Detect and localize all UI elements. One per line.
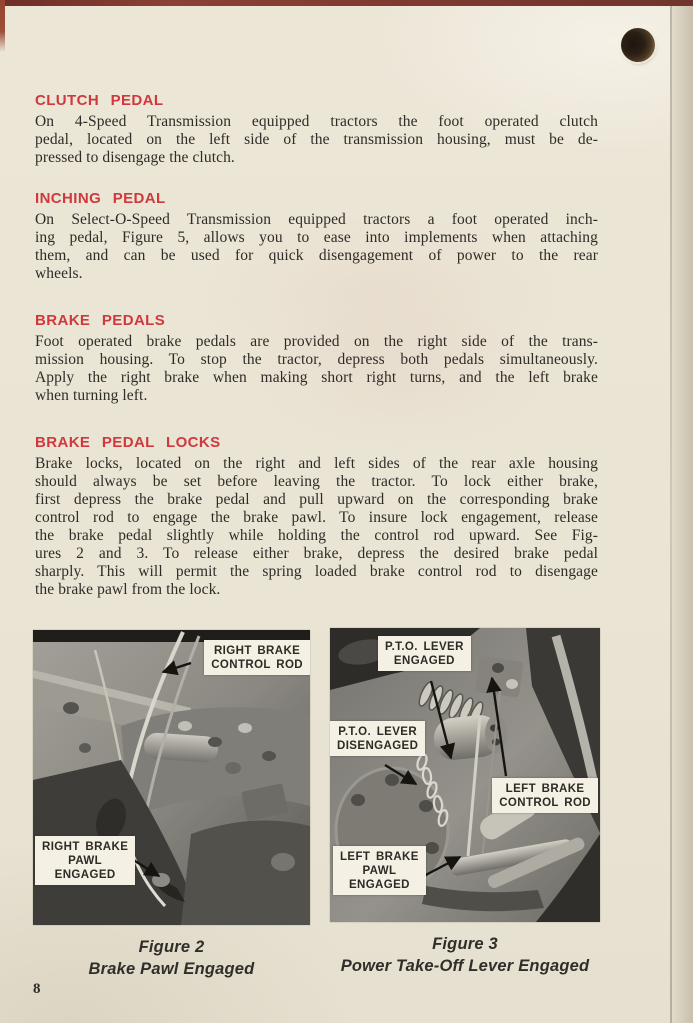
figure-3-photo <box>330 628 600 922</box>
text-line: the brake pedal slightly while holding the control rod upward. See Fig- <box>35 527 598 544</box>
section-clutch-pedal <box>35 92 598 167</box>
label-pto-lever-engaged <box>378 636 471 671</box>
section-inching-pedal <box>35 190 598 283</box>
page-crease <box>670 0 672 1023</box>
text-line: On 4-Speed Transmission equipped tractors the foot operated clutch <box>35 113 598 130</box>
section-heading: BRAKE PEDAL LOCKS <box>35 434 221 451</box>
figure-2-caption-title: Figure 2 <box>138 938 205 956</box>
punch-hole <box>621 28 655 62</box>
label-right-brake-pawl-engaged <box>35 836 135 885</box>
text-line: mission housing. To stop the tractor, depress both pedals simultaneously. <box>35 351 598 368</box>
label-line: DISENGAGED <box>337 740 419 752</box>
text-line: first depress the brake pedal and pull upward on the corresponding brake <box>35 491 598 508</box>
figure-2-caption <box>33 936 310 980</box>
label-line: ENGAGED <box>393 655 455 667</box>
label-right-brake-control-rod <box>204 640 310 675</box>
paragraph <box>35 211 598 283</box>
text-line: Foot operated brake pedals are provided on the right side of the trans- <box>35 333 598 350</box>
label-line: P.T.O. LEVER <box>338 726 418 738</box>
section-heading: BRAKE PEDALS <box>35 312 166 329</box>
label-pto-lever-disengaged <box>330 721 425 756</box>
figure-2-photo <box>33 630 310 925</box>
text-line: when turning left. <box>35 387 148 404</box>
figure-3 <box>330 628 600 977</box>
figure-3-caption-title: Figure 3 <box>432 935 498 953</box>
label-line: CONTROL ROD <box>211 659 303 671</box>
label-line: LEFT BRAKE <box>505 783 585 795</box>
text-line: On Select-O-Speed Transmission equipped tractors a foot operated inch- <box>35 211 598 228</box>
page-number: 8 <box>33 981 41 997</box>
text-line: ing pedal, Figure 5, allows you to ease into implements when attaching <box>35 229 598 246</box>
text-line: ures 2 and 3. To release either brake, depress the desired brake pedal <box>35 545 598 562</box>
label-line: PAWL <box>68 855 103 867</box>
text-line: Apply the right brake when making short right turns, and the left brake <box>35 369 598 386</box>
text-line: the brake pawl from the lock. <box>35 581 221 598</box>
figure-3-caption-subtitle: Power Take-Off Lever Engaged <box>340 957 590 975</box>
red-cover-left-edge <box>0 0 5 52</box>
text-line: Brake locks, located on the right and left sides of the rear axle housing <box>35 455 598 472</box>
label-line: LEFT BRAKE <box>340 851 419 863</box>
text-line: them, and can be used for quick disengagement of power to the rear <box>35 247 598 264</box>
paragraph <box>35 455 598 599</box>
label-left-brake-control-rod <box>492 778 598 813</box>
label-left-brake-pawl-engaged <box>333 846 426 895</box>
label-line: ENGAGED <box>54 869 116 881</box>
label-line: CONTROL ROD <box>499 797 591 809</box>
section-heading: INCHING PEDAL <box>35 190 166 207</box>
label-line: RIGHT BRAKE <box>213 645 301 657</box>
text-line: wheels. <box>35 265 83 282</box>
red-cover-top-edge <box>0 0 693 6</box>
section-heading: CLUTCH PEDAL <box>35 92 164 109</box>
text-line: control rod to engage the brake pawl. To insure lock engagement, release <box>35 509 598 526</box>
paragraph <box>35 113 598 167</box>
adjacent-page-edge <box>672 0 693 1023</box>
paragraph <box>35 333 598 405</box>
label-line: RIGHT BRAKE <box>42 841 129 853</box>
section-brake-pedal-locks <box>35 434 598 599</box>
text-line: pedal, located on the left side of the transmission housing, must be de- <box>35 131 598 148</box>
text-line: sharply. This will permit the spring loaded brake control rod to disengage <box>35 563 598 580</box>
figure-3-caption <box>330 933 600 977</box>
label-line: PAWL <box>362 865 397 877</box>
figure-2-caption-subtitle: Brake Pawl Engaged <box>88 960 255 978</box>
label-line: P.T.O. LEVER <box>385 641 464 653</box>
text-line: pressed to disengage the clutch. <box>35 149 235 166</box>
text-line: should always be set before leaving the tractor. To lock either brake, <box>35 473 598 490</box>
figure-2 <box>33 630 310 980</box>
section-brake-pedals <box>35 312 598 405</box>
label-line: ENGAGED <box>348 879 410 891</box>
